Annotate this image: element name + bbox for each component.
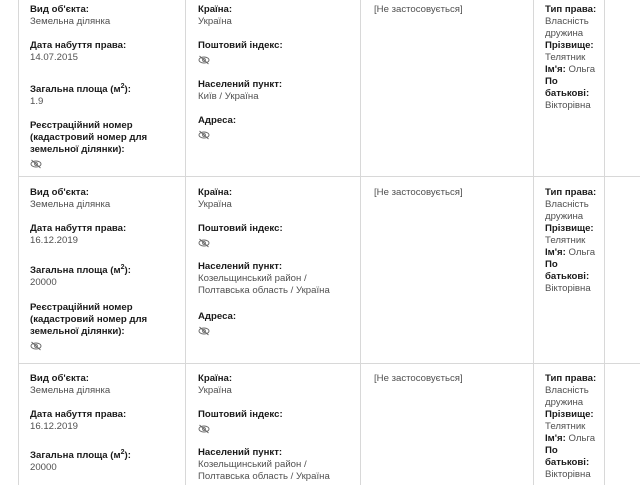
acquisition-date-label: Дата набуття права: (30, 223, 127, 234)
not-applicable-text: [Не застосовується] (374, 187, 463, 198)
right-type-label: Тип права: (545, 373, 597, 384)
postal-code-label: Поштовий індекс: (198, 40, 283, 51)
country-label: Країна: (198, 373, 233, 384)
area-value: 20000 (30, 277, 57, 289)
area-value: 20000 (30, 462, 57, 474)
locality-label: Населений пункт: (198, 447, 283, 458)
surname-label: Прізвище: (545, 40, 594, 51)
eye-slash-icon[interactable] (30, 341, 42, 351)
column-divider (18, 0, 19, 485)
area-value: 1.9 (30, 96, 44, 108)
country-value: Україна (198, 16, 232, 27)
cadastral-number-label: Реєстраційний номер (кадастровий номер для земельної ділянки): (30, 302, 148, 337)
table-cell-owner (545, 187, 603, 295)
table-cell-owner (545, 373, 603, 481)
object-type-label: Вид об'єкта: (30, 187, 89, 198)
locality-value: Козельщинський район / Полтавська область / Україна (198, 459, 330, 482)
surname-label: Прізвище: (545, 409, 594, 420)
country-value: Україна (198, 199, 232, 210)
object-type-value: Земельна ділянка (30, 16, 111, 27)
object-type-label: Вид об'єкта: (30, 4, 89, 15)
patronymic-value: Вікторівна (545, 100, 591, 111)
not-applicable-text: [Не застосовується] (374, 4, 463, 15)
locality-value: Козельщинський район / Полтавська область / Україна (198, 273, 330, 296)
postal-code-label: Поштовий індекс: (198, 223, 283, 234)
surname-label: Прізвище: (545, 223, 594, 234)
address-label: Адреса: (198, 115, 237, 126)
postal-code-label: Поштовий індекс: (198, 409, 283, 420)
column-divider (185, 0, 186, 485)
first-name-label: Ім'я: (545, 433, 566, 444)
object-type-value: Земельна ділянка (30, 385, 111, 396)
acquisition-date-value: 14.07.2015 (30, 52, 79, 63)
right-type-value: Власність дружина (545, 385, 589, 408)
column-divider (604, 0, 605, 485)
eye-slash-icon[interactable] (198, 130, 210, 140)
country-label: Країна: (198, 4, 233, 15)
row-divider (18, 176, 640, 177)
country-label: Країна: (198, 187, 233, 198)
address-label: Адреса: (198, 311, 237, 322)
first-name (545, 64, 603, 76)
column-divider (360, 0, 361, 485)
surname-value: Телятник (545, 235, 586, 246)
not-applicable-text: [Не застосовується] (374, 373, 463, 384)
area-label: Загальна площа $(м^2)$: (30, 449, 131, 462)
acquisition-date-value: 16.12.2019 (30, 235, 79, 246)
first-name-value: Ольга (568, 433, 596, 444)
acquisition-date-label: Дата набуття права: (30, 40, 127, 51)
area-label: Загальна площа $(м^2)$: (30, 264, 131, 277)
right-type-label: Тип права: (545, 4, 597, 15)
column-divider (533, 0, 534, 485)
table-cell-owner (545, 4, 603, 112)
first-name-value: Ольга (568, 247, 596, 258)
eye-slash-icon[interactable] (198, 424, 210, 434)
row-divider (18, 363, 640, 364)
locality-value: Київ / Україна (198, 91, 259, 102)
first-name (545, 433, 603, 445)
locality-label: Населений пункт: (198, 79, 283, 90)
right-type-value: Власність дружина (545, 16, 589, 39)
acquisition-date-label: Дата набуття права: (30, 409, 127, 420)
eye-slash-icon[interactable] (198, 326, 210, 336)
country-value: Україна (198, 385, 232, 396)
patronymic-label: По батькові: (545, 76, 590, 99)
object-type-label: Вид об'єкта: (30, 373, 89, 384)
surname-value: Телятник (545, 421, 586, 432)
object-type-value: Земельна ділянка (30, 199, 111, 210)
first-name (545, 247, 603, 259)
acquisition-date-value: 16.12.2019 (30, 421, 79, 432)
cadastral-number-label: Реєстраційний номер (кадастровий номер для земельної ділянки): (30, 120, 148, 155)
area-label: Загальна площа $(м^2)$: (30, 83, 131, 96)
first-name-value: Ольга (568, 64, 596, 75)
right-type-label: Тип права: (545, 187, 597, 198)
right-type-value: Власність дружина (545, 199, 589, 222)
patronymic-value: Вікторівна (545, 469, 591, 480)
patronymic-label: По батькові: (545, 259, 590, 282)
first-name-label: Ім'я: (545, 64, 566, 75)
eye-slash-icon[interactable] (198, 238, 210, 248)
surname-value: Телятник (545, 52, 586, 63)
patronymic-label: По батькові: (545, 445, 590, 468)
patronymic-value: Вікторівна (545, 283, 591, 294)
eye-slash-icon[interactable] (198, 55, 210, 65)
first-name-label: Ім'я: (545, 247, 566, 258)
eye-slash-icon[interactable] (30, 159, 42, 169)
locality-label: Населений пункт: (198, 261, 283, 272)
